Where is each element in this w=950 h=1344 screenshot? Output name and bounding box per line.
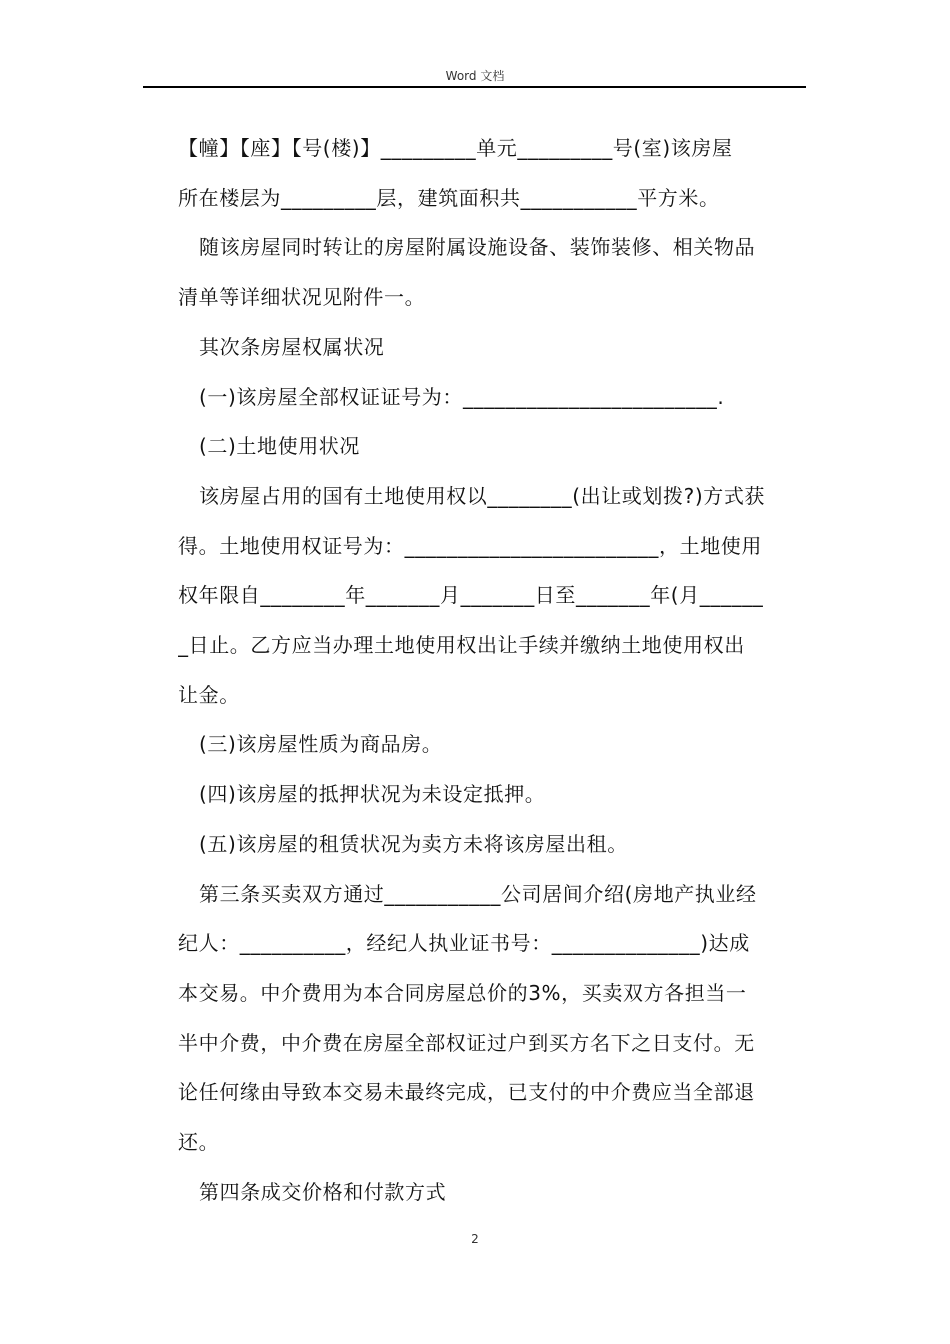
paragraph-line: 权年限自________年_______月_______日至_______年(月______ — [178, 583, 764, 608]
paragraph-line: 所在楼层为_________层，建筑面积共___________平方米。 — [178, 185, 720, 210]
paragraph-line: 让金。 — [178, 682, 240, 707]
paragraph-line: 清单等详细状况见附件一。 — [178, 285, 426, 310]
paragraph-line: 还。 — [178, 1130, 220, 1155]
page-number: 2 — [471, 1232, 479, 1246]
paragraph-line: (一)该房屋全部权证证号为：________________________. — [199, 384, 725, 409]
paragraph-line: 随该房屋同时转让的房屋附属设施设备、装饰装修、相关物品 — [199, 235, 756, 260]
paragraph-line: _日止。乙方应当办理土地使用权出让手续并缴纳土地使用权出 — [178, 633, 745, 658]
page-header: Word 文档 — [445, 69, 505, 83]
document-body — [178, 124, 808, 1217]
paragraph-line: 半中介费，中介费在房屋全部权证过户到买方名下之日支付。无 — [178, 1030, 755, 1055]
section-heading: 第四条成交价格和付款方式 — [199, 1179, 447, 1204]
paragraph-line: 纪人：__________，经纪人执业证书号：______________)达成 — [178, 931, 750, 956]
section-heading: 其次条房屋权属状况 — [199, 334, 385, 359]
sub-heading: (二)土地使用状况 — [199, 434, 361, 459]
paragraph-line: 【幢】【座】【号(楼)】_________单元_________号(室)该房屋 — [178, 136, 733, 160]
paragraph-line: (四)该房屋的抵押状况为未设定抵押。 — [199, 782, 546, 807]
paragraph-line: (五)该房屋的租赁状况为卖方未将该房屋出租。 — [199, 831, 628, 856]
paragraph-line: 得。土地使用权证号为：________________________，土地使用 — [178, 533, 762, 558]
paragraph-line: 该房屋占用的国有土地使用权以________(出让或划拨?)方式获 — [199, 483, 766, 508]
paragraph-line: 第三条买卖双方通过___________公司居间介绍(房地产执业经 — [199, 881, 757, 906]
paragraph-line: 论任何缘由导致本交易未最终完成，已支付的中介费应当全部退 — [178, 1080, 755, 1105]
paragraph-line: 本交易。中介费用为本合同房屋总价的3%，买卖双方各担当一 — [178, 980, 747, 1005]
header-rule — [143, 86, 806, 88]
paragraph-line: (三)该房屋性质为商品房。 — [199, 732, 443, 757]
